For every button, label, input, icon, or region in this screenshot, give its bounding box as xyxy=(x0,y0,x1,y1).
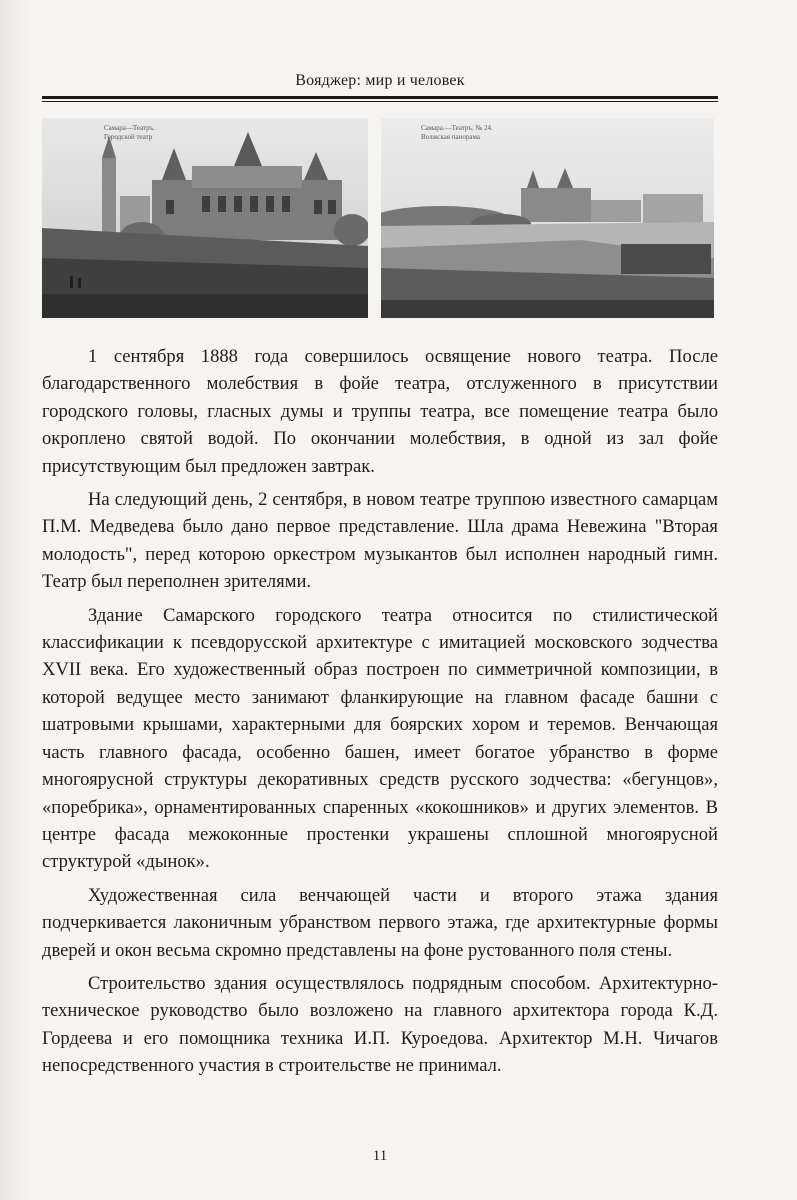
paragraph-consecration: 1 сентября 1888 года совершилось освящение нового театра. После благодарственного молебствия в фойе театра, отслуженного в присутствии городского головы, гласных думы и труппы театра, все помещение театра было окроплено святой водой. По окончании молебствия, в одной из зал фойе присутствующим был предложен завтрак. xyxy=(42,346,718,477)
paragraph-first-floor: Художественная сила венчающей части и второго этажа здания подчеркивается лаконичным убранством первого этажа, где архитектурные формы дверей и окон весьма скромно представлены на фоне рустованного поля стены. xyxy=(42,884,718,961)
page-number: 11 xyxy=(372,1148,388,1164)
photo-right-caption-line1: Самара.—Театръ. № 24. xyxy=(421,124,493,132)
photo-theatre-building xyxy=(42,118,368,318)
photo-theatre-panorama xyxy=(381,118,714,318)
running-header: Вояджер: мир и человек xyxy=(295,72,465,89)
paragraph-architecture-style: Здание Самарского городского театра относится по стилистической классификации к псевдорусской архитектуре с имитацией московского зодчества XVII века. Его художественный образ построен по симметричной композиции, в которой ведущее место занимают фланкирующие на главном фасаде башни с шатровыми крышами, характерными для боярских хором и теремов. Венчающая часть главного фасада, особенно башен, имеет богатое убранство в форме многоярусной структуры декоративных средств русского зодчества: «бегунцов», «поребрика», орнаментированных спаренных «кокошников» и других элементов. В центре фасада межоконные простенки украшены сплошной многоярусной структурой «дынок». xyxy=(42,604,718,873)
header-rule-thin xyxy=(42,101,718,102)
paragraph-first-performance: На следующий день, 2 сентября, в новом театре труппою известного самарцам П.М. Медведева было дано первое представление. Шла драма Невежина "Вторая молодость", перед которою оркестром музыкантов был исполнен народный гимн. Театр был переполнен зрителями. xyxy=(42,489,718,593)
theatre-panorama-picture xyxy=(381,118,714,318)
photo-right-caption-line2: Волжская панорама xyxy=(421,133,480,141)
header-rule xyxy=(42,96,718,99)
theatre-building-picture xyxy=(42,118,368,318)
photo-left-caption-line1: Самара—Театръ. xyxy=(104,124,156,132)
page-edge-shadow xyxy=(0,0,30,1200)
paragraph-construction: Строительство здания осуществлялось подрядным способом. Архитектурно-техническое руководство было возложено на главного архитектора города К.Д. Гордеева и его помощника техника И.П. Куроедова. Архитектор М.Н. Чичагов непосредственного участия в строительстве не принимал. xyxy=(42,972,718,1077)
photo-left-caption-line2: Городской театр xyxy=(104,133,153,141)
body-text xyxy=(42,343,718,1080)
